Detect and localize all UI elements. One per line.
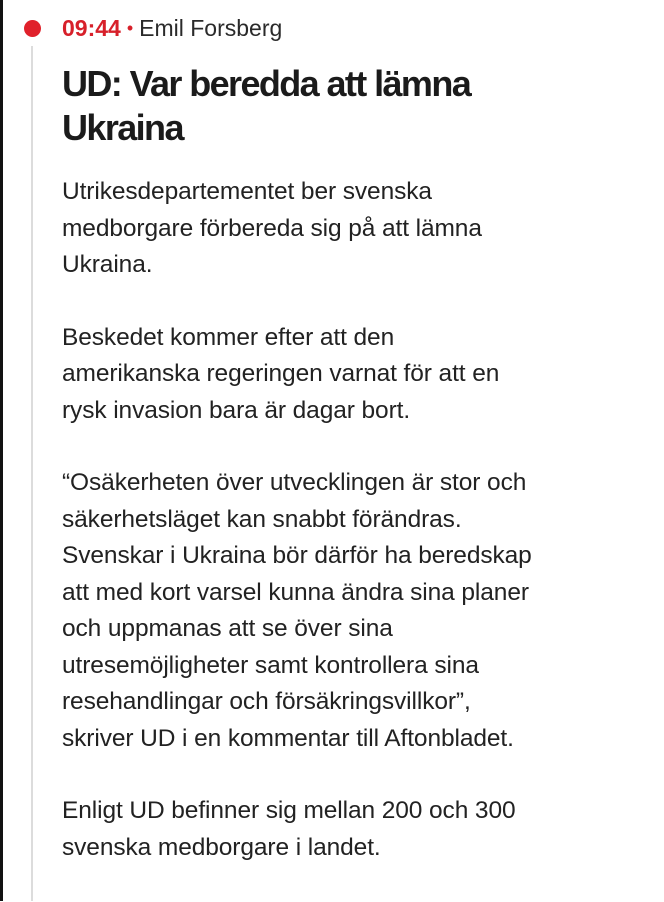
text-line: och uppmanas att se över sina — [62, 615, 393, 642]
text-line: säkerhetsläget kan snabbt förändras. — [62, 505, 462, 533]
text-line: utresemöjligheter samt kontrollera sina — [62, 651, 479, 679]
author-name[interactable]: Emil Forsberg — [139, 15, 283, 41]
left-edge-border — [0, 0, 3, 901]
text-line: Enligt UD befinner sig mellan 200 och 300 — [62, 797, 516, 824]
text-line: Svenskar i Ukraina bör därför ha beredskap — [62, 542, 532, 569]
text-line: “Osäkerheten över utvecklingen är stor och — [62, 469, 527, 496]
text-line: Ukraina. — [62, 251, 153, 278]
live-dot-icon — [24, 20, 41, 37]
text-line: rysk invasion bara är dagar bort. — [62, 396, 411, 424]
paragraph-numbers — [62, 793, 652, 866]
text-line: Beskedet kommer efter att den — [62, 323, 395, 351]
paragraph-intro — [62, 174, 652, 284]
article-body — [62, 174, 652, 902]
text-line: amerikanska regeringen varnat för att en — [62, 360, 500, 387]
text-line: skriver UD i en kommentar till Aftonbladet. — [62, 724, 514, 752]
text-line: att med kort varsel kunna ändra sina planer — [62, 578, 529, 606]
meta-separator: • — [126, 18, 134, 38]
timeline-line — [31, 46, 33, 901]
text-line: medborgare förbereda sig på att lämna — [62, 214, 482, 242]
text-line: svenska medborgare i landet. — [62, 833, 381, 861]
text-line: resehandlingar och försäkringsvillkor”, — [62, 688, 471, 715]
paragraph-quote — [62, 465, 652, 757]
text-line: Utrikesdepartementet ber svenska — [62, 178, 432, 205]
post-time: 09:44 — [62, 15, 121, 41]
post-meta — [62, 12, 282, 46]
article-headline: UD: Var beredda att lämna Ukraina — [62, 63, 471, 148]
paragraph-context — [62, 320, 652, 430]
